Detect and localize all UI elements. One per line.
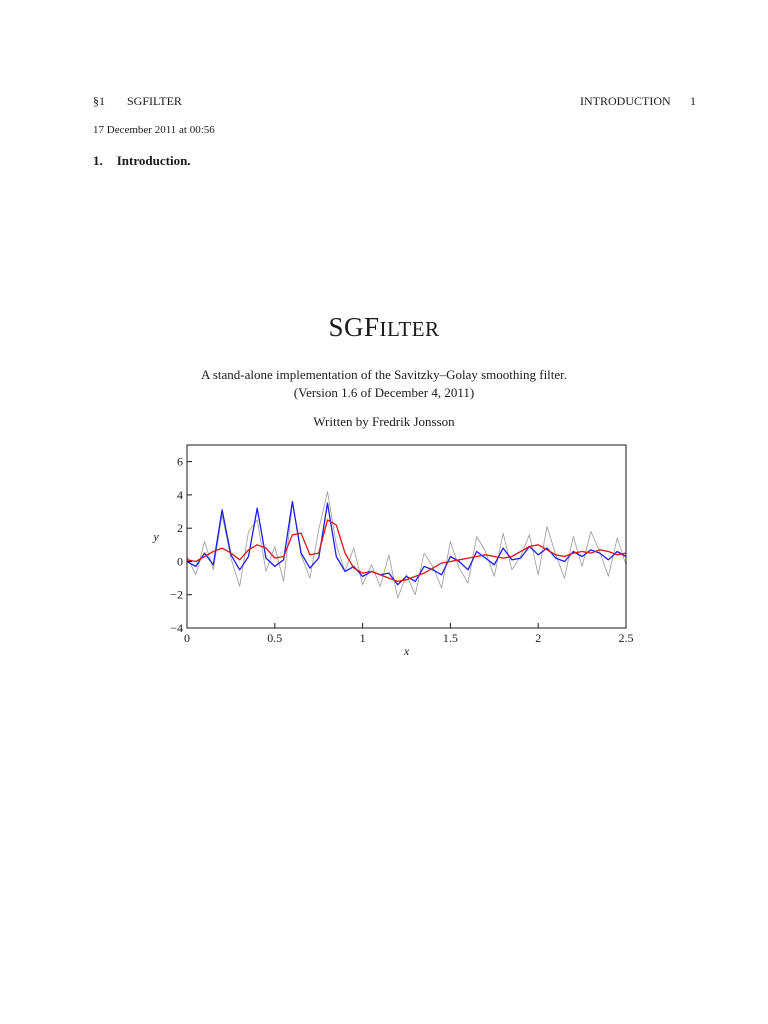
header-program: SGFILTER xyxy=(127,94,182,108)
header-chapter: INTRODUCTION xyxy=(580,94,671,108)
section-heading xyxy=(93,153,191,169)
smoothing-chart xyxy=(140,438,640,660)
x-tick-label: 1.5 xyxy=(442,631,458,645)
y-tick-label: 6 xyxy=(177,454,183,469)
subtitle: A stand-alone implementation of the Savitzky–Golay smoothing filter. xyxy=(200,367,568,382)
x-tick-label: 0 xyxy=(184,631,190,645)
y-tick-label: 0 xyxy=(177,554,183,569)
x-tick-label: 1 xyxy=(359,631,366,645)
y-axis-label: y xyxy=(153,529,159,544)
document-title xyxy=(0,312,768,343)
x-tick-label: 0.5 xyxy=(267,631,283,645)
version-line: (Version 1.6 of December 4, 2011) xyxy=(293,385,475,400)
y-tick-label: 2 xyxy=(177,521,183,536)
author-line: Written by Fredrik Jonsson xyxy=(313,414,455,429)
section-title: Introduction. xyxy=(116,153,191,168)
x-axis-label: x xyxy=(403,644,410,658)
y-tick-label: −4 xyxy=(170,621,183,635)
series-line-2 xyxy=(187,502,626,585)
x-tick-label: 2 xyxy=(535,631,542,645)
timestamp: 17 December 2011 at 00:56 xyxy=(93,124,215,136)
header-page-number: 1 xyxy=(690,94,696,108)
y-tick-label: −2 xyxy=(170,587,183,602)
header-section-mark: §1 xyxy=(93,94,105,108)
title-lead: SGF xyxy=(328,312,380,342)
title-rest: ILTER xyxy=(379,317,440,341)
plot-frame xyxy=(187,445,626,628)
section-number: 1. xyxy=(93,153,103,168)
y-tick-label: 4 xyxy=(177,487,183,502)
x-tick-label: 2.5 xyxy=(618,631,634,645)
series-line-1 xyxy=(187,492,626,598)
